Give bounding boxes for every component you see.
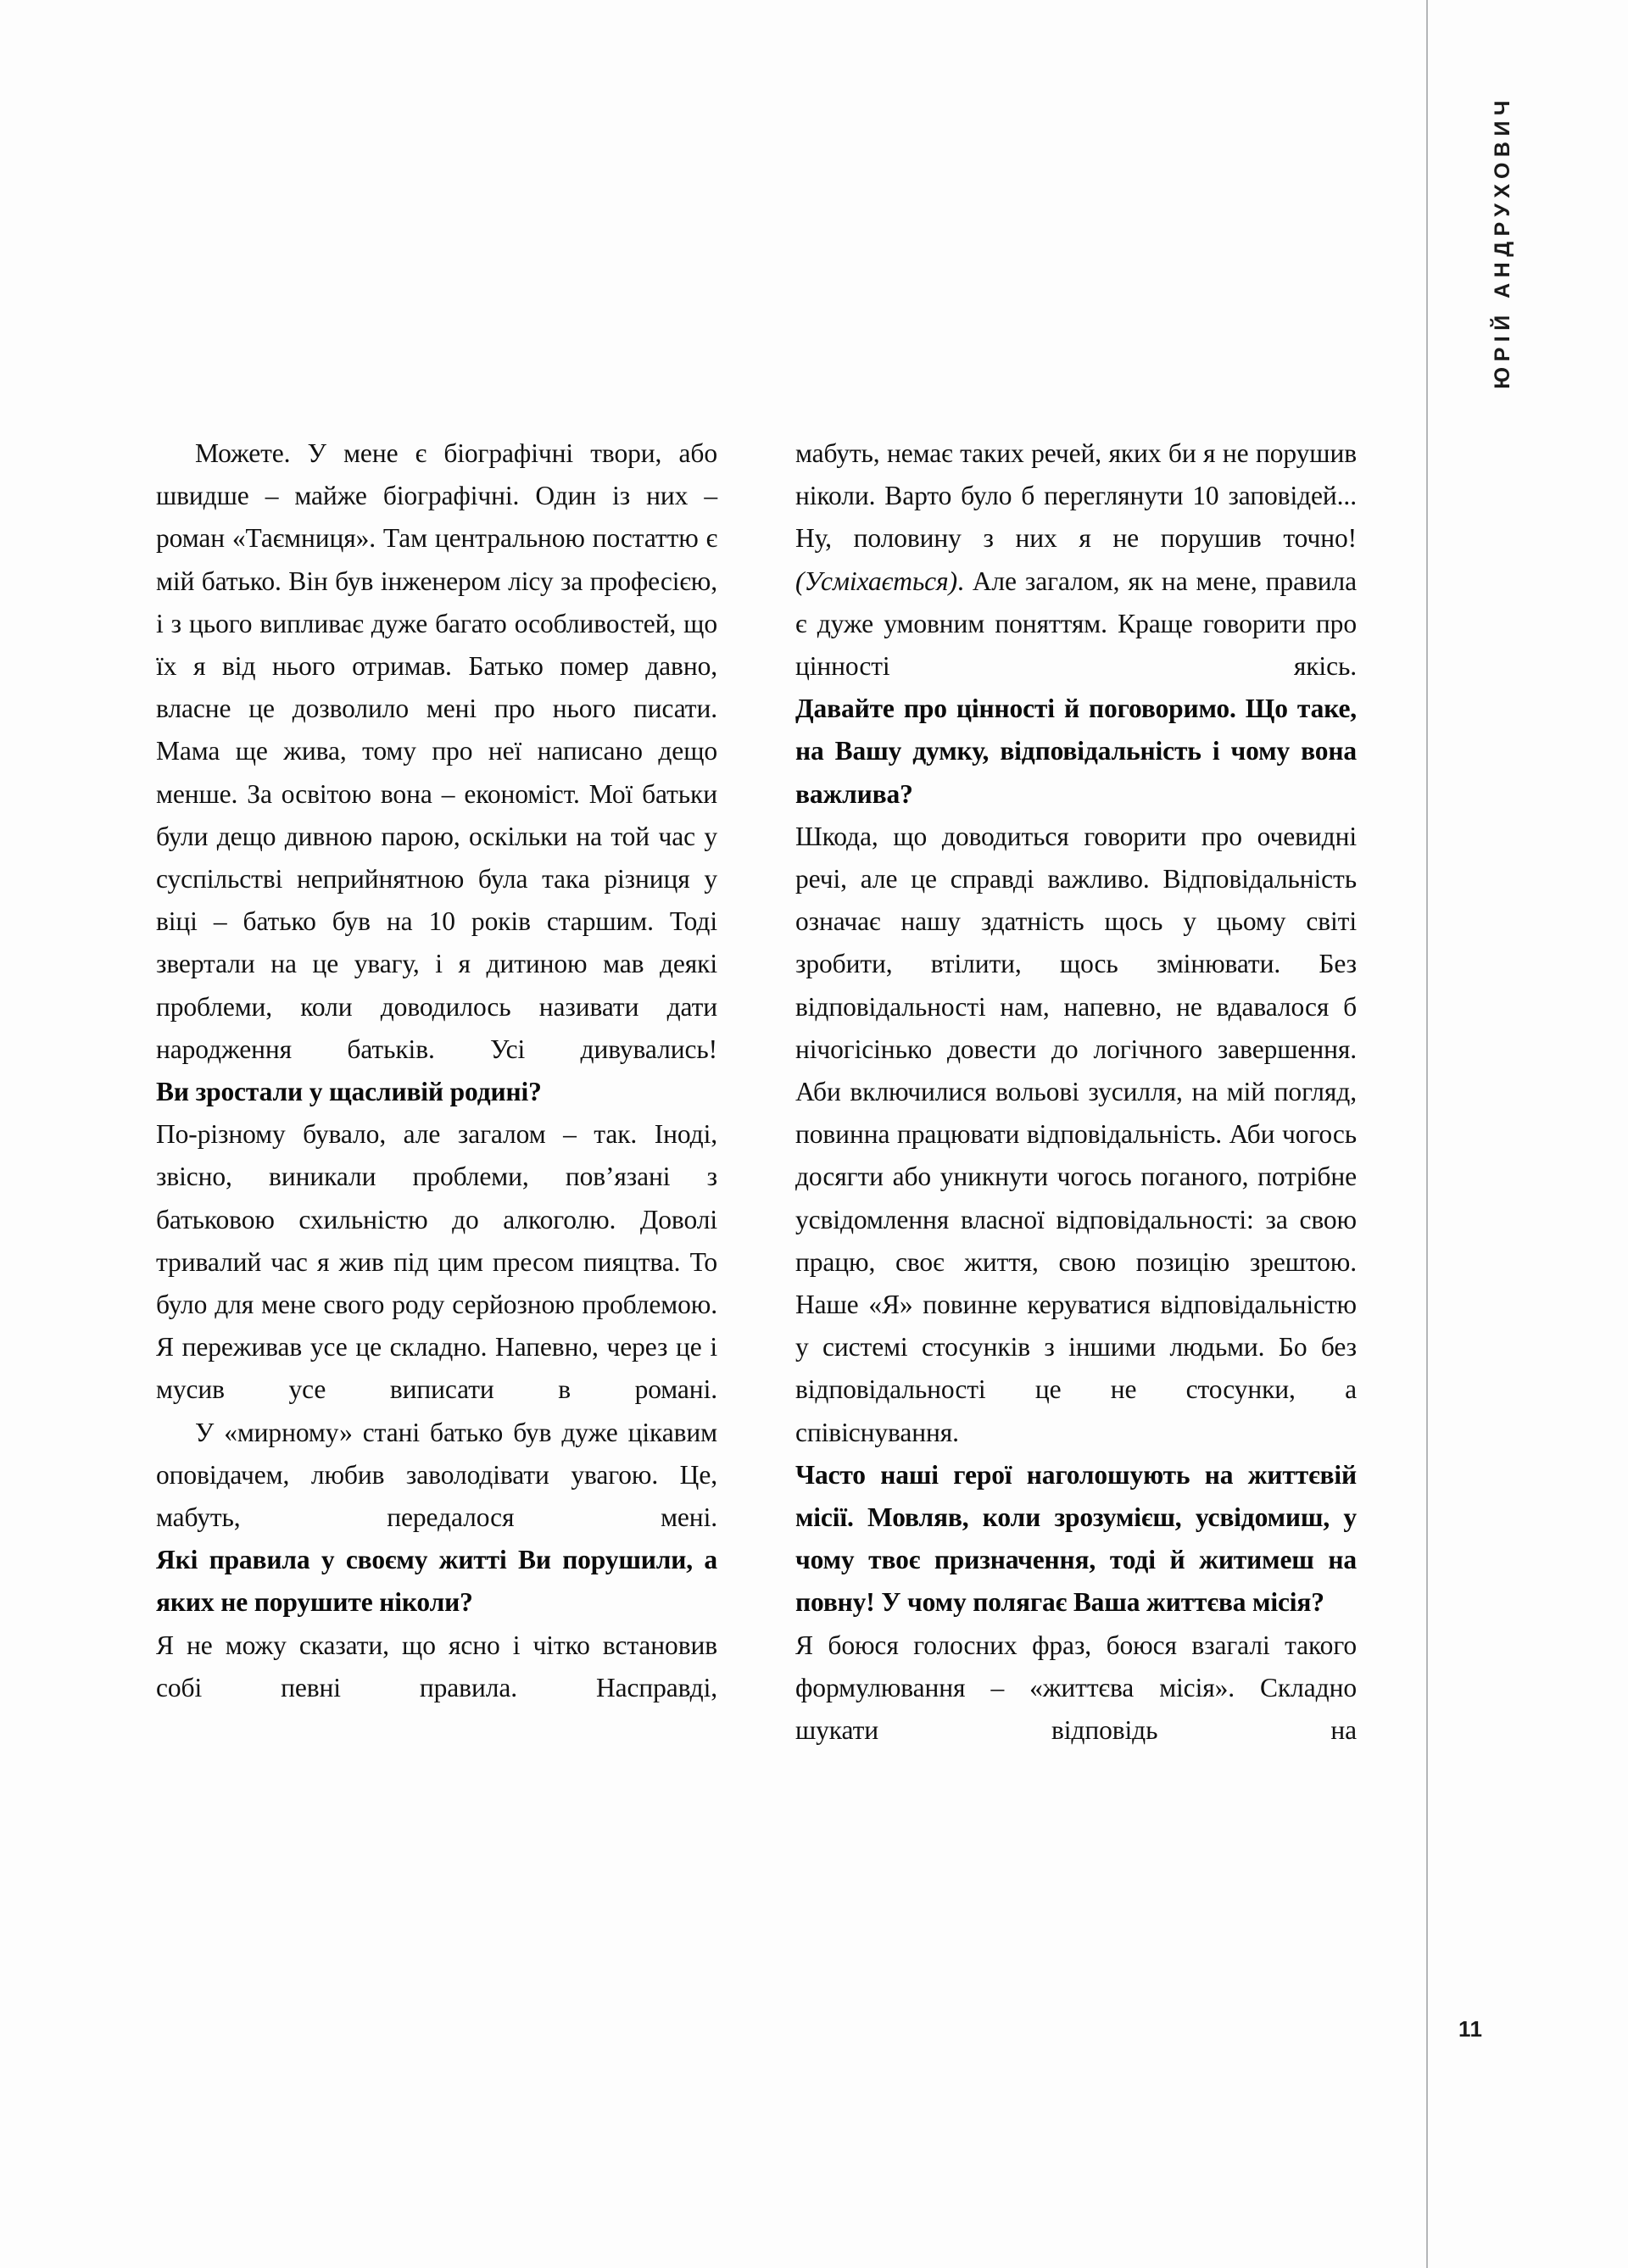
question-heading-left-2: Які правила у своєму житті Ви порушили, а яких не порушите ніколи? (156, 1545, 717, 1618)
column-left (156, 432, 717, 2124)
paragraph-right-1-tail: . Але загалом, як на мене, правила є дуже умовним поняттям. Краще говорити про цінності якісь. (795, 566, 1357, 682)
running-head (1477, 95, 1528, 400)
margin-rule-divider (1426, 0, 1428, 2268)
running-head-text: ЮРІЙ АНДРУХОВИЧ (1490, 95, 1514, 389)
question-heading-right-2: Часто наші герої наголошують на життєвій місії. Мовляв, коли зрозумієш, усвідомиш, у чому твоє призначення, тоді й житимеш на повну! У чому полягає Ваша життєва місія? (795, 1459, 1357, 1618)
paragraph-right-3: Я боюся голосних фраз, боюся взагалі такого формулювання – «життєва місія». Складно шукати відповідь на (795, 1630, 1357, 1746)
paragraph-right-1-head: мабуть, немає таких речей, яких би я не порушив ніколи. Варто було б переглянути 10 заповідей... Ну, половину з них я не порушив точно! (795, 438, 1357, 554)
paragraph-left-2: По-різному бувало, але загалом – так. Іноді, звісно, виникали проблеми, пов’язані з батьковою схильністю до алкоголю. Доволі тривалий час я жив під цим пресом пияцтва. То було для мене свого роду серйозною проблемою. Я переживав усе це складно. Напевно, через це і мусив усе виписати в романі. (156, 1119, 717, 1405)
paragraph-right-2: Шкода, що доводиться говорити про очевидні речі, але це справді важливо. Відповідальність означає нашу здатність щось у цьому світі зробити, втілити, щось змінювати. Без відповідальності нам, напевно, не вдавалося б нічогісінько довести до логічного завершення. Аби включилися вольові зусилля, на мій погляд, повинна працювати відповідальність. Аби чогось досягти або уникнути чогось поганого, потрібне усвідомлення власної відповідальності: за свою працю, своє життя, свою позицію зрештою. Наше «Я» повинне керуватися відповідальністю у системі стосунків з іншими людьми. Бо без відповідальності це не стосунки, а співіснування. (795, 821, 1357, 1447)
page-number: 11 (1458, 2016, 1483, 2042)
paragraph-left-4: Я не можу сказати, що ясно і чітко встановив собі певні правила. Насправді, (156, 1630, 717, 1702)
question-heading-right-1: Давайте про цінності й поговоримо. Що таке, на Вашу думку, відповідальність і чому вона важлива? (795, 694, 1357, 809)
paragraph-left-1: Можете. У мене є біографічні твори, або швидше – майже біографічні. Один із них – роман «Таємниця». Там центральною постаттю є мій батько. Він був інженером лісу за професією, і з цього випливає дуже багато особливостей, що їх я від нього отримав. Батько помер давно, власне це дозволило мені про нього писати. Мама ще жива, тому про неї написано дещо менше. За освітою вона – економіст. Мої батьки були дещо дивною парою, оскільки на той час у суспільстві неприйнятною була така різниця у віці – батько був на 10 років старшим. Тоді звертали на це увагу, і я дитиною мав деякі проблеми, коли доводилось називати дати народження батьків. Усі дивувались! (156, 438, 717, 1064)
text-body (156, 432, 1357, 2124)
question-heading-left-1: Ви зростали у щасливій родині? (156, 1077, 542, 1107)
paragraph-right-1 (795, 432, 1357, 688)
stage-direction: (Усміхається) (795, 566, 957, 596)
paragraph-left-3: У «мирному» стані батько був дуже цікавим оповідачем, любив заволодівати увагою. Це, мабуть, передалося мені. (156, 1417, 717, 1533)
column-right (795, 432, 1357, 2124)
